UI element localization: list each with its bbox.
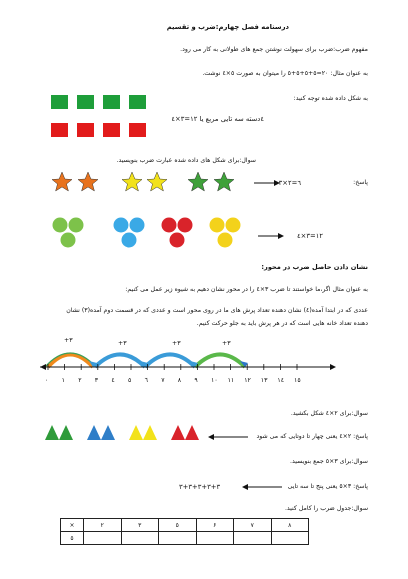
jump-label-4: +٣ [222, 340, 231, 347]
star-yellow-icon [147, 172, 167, 191]
jump-label-3: +٣ [172, 340, 181, 347]
flag-group-1 [51, 95, 68, 137]
jump-label-1: +٣ [64, 337, 73, 344]
tick-label: ٩ [194, 377, 198, 384]
shape-note-text: به شکل داده شده توجه کنید: [293, 95, 368, 102]
tick-label: ٧ [161, 377, 165, 384]
tick-label: ١٠ [211, 377, 218, 384]
triangle-yellow-icon [143, 425, 157, 440]
question2-text: سوال:برای ٢×٤ شکل بکشید. [290, 410, 368, 417]
star-orange-icon [52, 172, 72, 191]
axis-heading: نشان دادن حاصل ضرب در محور: [261, 263, 368, 271]
triangle-blue-icon [87, 425, 101, 440]
table-cell[interactable] [159, 532, 197, 545]
circles-answer: ١٢=٣×٤ [296, 232, 323, 240]
concept-text: مفهوم ضرب:ضرب برای سهولت نوشتن جمع های طولانی به کار می رود. [180, 46, 368, 53]
table-cell[interactable] [196, 532, 234, 545]
arrow-right-icon [258, 232, 284, 240]
circles-row [52, 216, 262, 252]
tick-label: ٤ [111, 377, 115, 384]
jump-arc-3 [145, 355, 195, 368]
circle-group-green [53, 218, 84, 248]
table-header-cell: ٣ [121, 519, 159, 532]
stars-answer: ٦=٢×٣ [278, 179, 301, 187]
tick-label: ٢ [78, 377, 82, 384]
table-row [61, 519, 309, 532]
question1-text: سوال:برای شکل های داده شده عبارت ضرب بنویسید. [116, 157, 256, 164]
table-header-cell: ٥ [159, 519, 197, 532]
circle-group-red [162, 218, 193, 248]
triangle-green-icon [45, 425, 59, 440]
triangles-row [44, 424, 214, 442]
star-green-icon [214, 172, 234, 191]
table-cell[interactable] [121, 532, 159, 545]
tick-label: ١٢ [244, 377, 251, 384]
axis-explain-1: عددی که در ابتدا آمده(٤) نشان دهنده تعداد پرش های ما در روی محور است و عددی که در قسمت دوم آمده(٣) نشان [66, 307, 368, 314]
axis-explain-2: دهنده تعداد خانه هایی است که در هر پرش باید به جلو حرکت کنیم. [196, 320, 368, 327]
answer-label-1: پاسخ: [353, 179, 368, 186]
triangle-blue-icon [101, 425, 115, 440]
tick-label: ١٥ [294, 377, 301, 384]
table-row-header: ٥ [61, 532, 84, 545]
table-cell[interactable] [271, 532, 309, 545]
table-header-cell: ٢ [84, 519, 122, 532]
question4-text: سوال:جدول ضرب را کامل کنید. [284, 505, 368, 512]
axis-example-text: به عنوان مثال اگر،ما خواستند تا ضرب ٣×٤ را در محور نشان دهیم به شیوه زیر عمل می کنیم: [125, 286, 368, 293]
circle-group-yellow [210, 218, 241, 248]
answer2-text: پاسخ: ٢×٤ یعنی چهار تا دوتایی که می شود [256, 433, 368, 440]
circle-group-blue [114, 218, 145, 248]
tick-label: ٥ [128, 377, 132, 384]
table-row [61, 532, 309, 545]
page-title: درسنامه فصل چهارم:ضرب و تقسیم [166, 23, 289, 31]
table-header-cell: ٧ [234, 519, 272, 532]
flag-group-4 [129, 95, 146, 137]
arrow-right-icon [254, 179, 280, 187]
tick-label: ١١ [227, 377, 235, 384]
table-header-cell: ۶ [196, 519, 234, 532]
arrow-left-icon [242, 483, 282, 491]
squares-answer: ٤دسته سه تایی مربع یا ١٢=٣×٤ [171, 115, 264, 123]
triangle-green-icon [59, 425, 73, 440]
star-yellow-icon [122, 172, 142, 191]
flag-group-2 [77, 95, 94, 137]
example1-text: به عنوان مثال: ٢٠=٥+٥+٥+٥ را میتوان به صورت ٥×٤ نوشت. [202, 70, 368, 77]
jump-arc-4 [195, 355, 245, 368]
question3-text: سوال:برای ٣×٥ جمع بنویسید. [290, 458, 368, 465]
triangle-red-icon [185, 425, 199, 440]
stars-row [50, 170, 260, 194]
star-green-icon [188, 172, 208, 191]
jump-arc-1 [48, 355, 93, 368]
jump-label-2: +٣ [118, 340, 127, 347]
jump-arc-2 [95, 355, 145, 368]
table-header-cell: × [61, 519, 84, 532]
triangle-red-icon [171, 425, 185, 440]
number-line [40, 337, 340, 397]
arrow-left-icon [208, 433, 248, 441]
star-orange-icon [78, 172, 98, 191]
answer3-text: پاسخ: ٣×٥ یعنی پنج تا سه تایی [287, 483, 368, 490]
triangle-yellow-icon [129, 425, 143, 440]
tick-label: ١٤ [277, 377, 285, 384]
tick-label: ٠ [45, 377, 49, 384]
tick-label: ٦ [144, 377, 148, 384]
tick-label: ٣ [94, 377, 99, 384]
tick-label: ١٣ [260, 377, 268, 384]
multiplication-table [60, 518, 309, 545]
table-cell[interactable] [84, 532, 122, 545]
table-cell[interactable] [234, 532, 272, 545]
flag-squares [50, 94, 150, 138]
sum3-text: ٣+٣+٣+٣+٣ [179, 483, 221, 491]
table-header-cell: ٨ [271, 519, 309, 532]
tick-label: ٨ [177, 377, 182, 384]
tick-label: ١ [61, 377, 65, 384]
flag-group-3 [103, 95, 120, 137]
